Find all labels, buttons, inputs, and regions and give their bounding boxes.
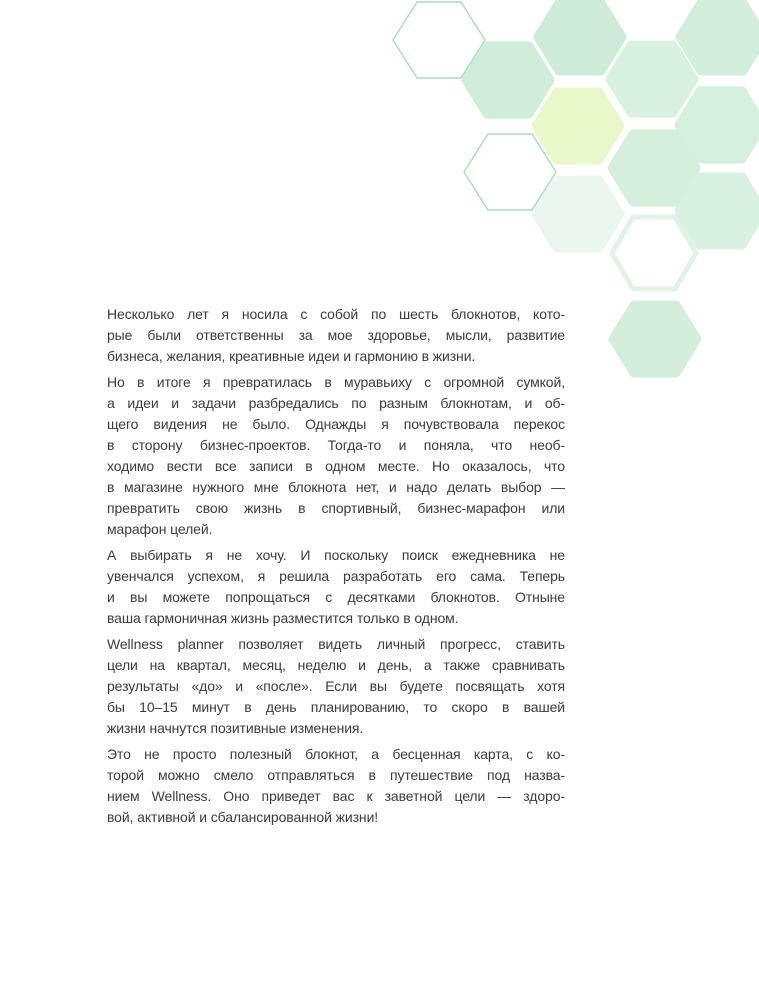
text-line: превратить свою жизнь в спортивный, бизнес-марафон или [107,500,565,516]
paragraph [107,304,565,367]
hexagon-filled [612,134,696,202]
hexagon-filled [610,45,694,113]
paragraph [107,545,565,629]
text-line: жизни начнутся позитивные изменения. [107,720,364,736]
text-line: торой можно смело отправляться в путешествие под назва- [107,767,565,783]
text-line: а идеи и задачи разбредались по разным блокнотам, и об- [107,395,565,411]
text-line: Wellness planner позволяет видеть личный прогресс, ставить [107,636,565,652]
body-text [107,304,565,833]
paragraph [107,744,565,828]
paragraph [107,634,565,739]
text-line: ходимо вести все записи в одном месте. Но оказалось, что [107,458,565,474]
text-line: результаты «до» и «после». Если вы будете посвящать хотя [107,678,565,694]
hexagon-filled [466,46,550,114]
text-line: Это не просто полезный блокнот, а бесценная карта, с ко- [107,746,565,762]
hexagon-filled [538,3,622,71]
hexagon-filled [536,180,620,248]
hexagon-filled [680,3,759,71]
hexagon-filled [613,305,697,373]
text-line: А выбирать я не хочу. И поскольку поиск ежедневника не [107,547,565,563]
hexagon-filled [679,177,759,245]
text-line: вой, активной и сбалансированной жизни! [107,809,379,825]
text-line: и вы можете попрощаться с десятками блокнотов. Отныне [107,589,565,605]
hexagon-filled [536,92,620,160]
text-line: цели на квартал, месяц, неделю и день, а также сравнивать [107,657,565,673]
paragraph [107,372,565,540]
hexagon-outlined [464,134,556,210]
hexagon-filled [679,91,759,159]
text-line: рые были ответственны за мое здоровье, мысли, развитие [107,327,565,343]
text-line: марафон целей. [107,521,213,537]
text-line: бы 10–15 минут в день планированию, то скоро в вашей [107,699,565,715]
text-line: увенчался успехом, я решила разработать его сама. Теперь [107,568,565,584]
hexagon-outlined [612,217,696,289]
text-line: ваша гармоничная жизнь разместится только в одном. [107,610,459,626]
text-line: в магазине нужного мне блокнота нет, и надо делать выбор — [107,479,565,495]
text-line: щего видения не было. Однажды я почувствовала перекос [107,416,565,432]
text-line: Несколько лет я носила с собой по шесть блокнотов, кото- [107,306,565,322]
text-line: бизнеса, желания, креативные идеи и гармонию в жизни. [107,348,476,364]
text-line: нием Wellness. Оно приведет вас к заветной цели — здоро- [107,788,565,804]
text-line: Но в итоге я превратилась в муравьиху с огромной сумкой, [107,374,565,390]
hexagon-outlined [393,2,485,78]
text-line: в сторону бизнес-проектов. Тогда-то и поняла, что необ- [107,437,565,453]
